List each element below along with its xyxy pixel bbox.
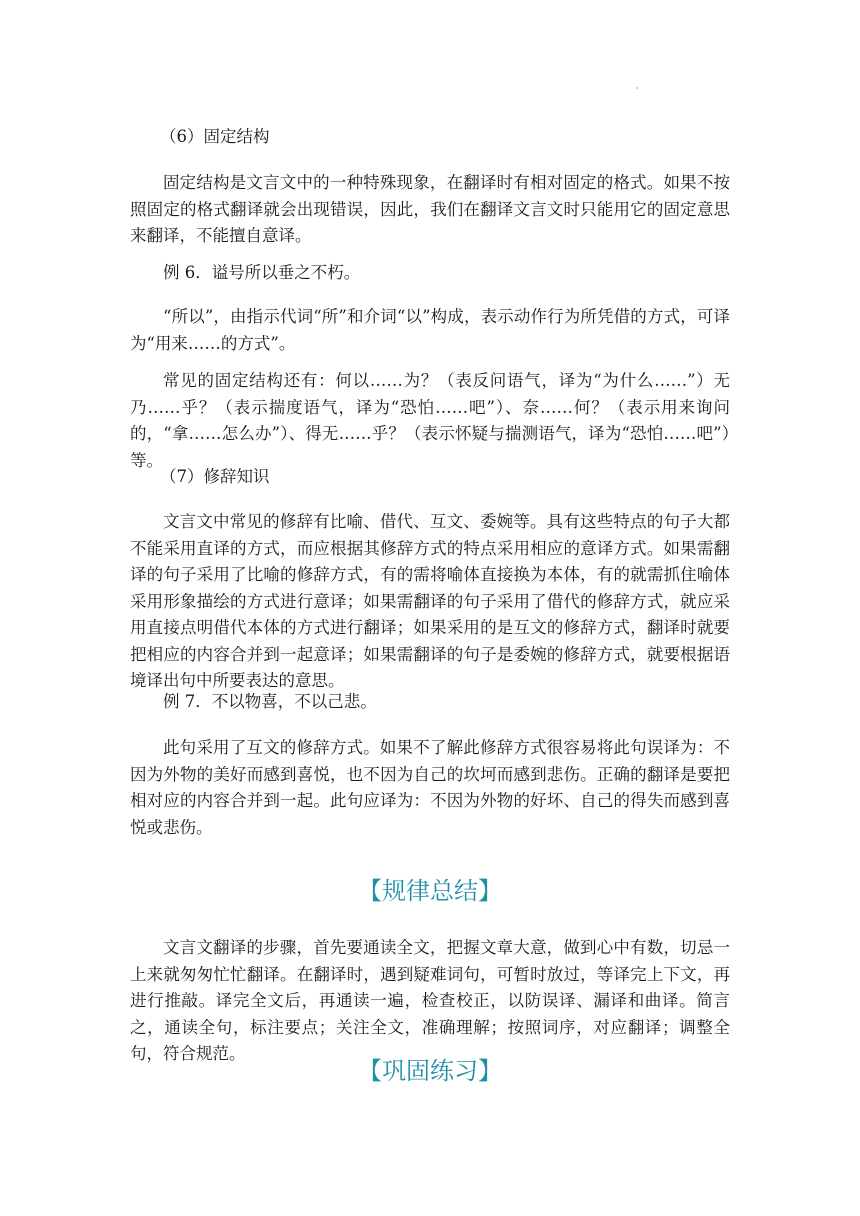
paragraph-fixed-structure-intro: 固定结构是文言文中的一种特殊现象，在翻译时有相对固定的格式。如果不按照固定的格式翻译就会出现错误，因此，我们在翻译文言文时只能用它的固定意思来翻译，不能擅自意译。 [130,173,730,245]
paragraph-summary: 文言文翻译的步骤，首先要通读全文，把握文章大意，做到心中有数，切忌一上来就匆匆忙忙翻译。在翻译时，遇到疑难词句，可暂时放过，等译完上下文，再进行推敲。译完全文后，再通读一遍，检查校正，以防误译、漏译和曲译。简言之，通读全句，标注要点；关注全文，准确理解；按照词序，对应翻译；调整全句，符合规范。 [130,938,730,1063]
heading-fixed-structure: （6）固定结构 [160,127,270,146]
paragraph-example-7-explain: 此句采用了互文的修辞方式。如果不了解此修辞方式很容易将此句误译为：不因为外物的美好而感到喜悦，也不因为自己的坎坷而感到悲伤。正确的翻译是要把相对应的内容合并到一起。此句应译为：不因为外物的好坏、自己的得失而感到喜悦或悲伤。 [130,738,730,837]
paragraph-rhetoric-intro: 文言文中常见的修辞有比喻、借代、互文、委婉等。具有这些特点的句子大都不能采用直译的方式，而应根据其修辞方式的特点采用相应的意译方式。如果需翻译的句子采用了比喻的修辞方式，有的需将喻体直接换为本体，有的就需抓住喻体采用形象描绘的方式进行意译；如果需翻译的句子采用了借代的修辞方式，就应采用直接点明借代本体的方式进行翻译；如果采用的是互文的修辞方式，翻译时就要把相应的内容合并到一起意译；如果需翻译的句子是委婉的修辞方式，就要根据语境译出句中所要表达的意思。 [130,512,730,690]
section-title-practice: 【巩固练习】 [358,1057,502,1085]
paragraph-common-structures: 常见的固定结构还有：何以……为？（表反问语气，译为“为什么……”）无乃……乎？（表示揣度语气，译为“恐怕……吧”）、奈……何？（表示用来询问的，“拿……怎么办”）、得无……乎？（表示怀疑与揣测语气，译为“恐怕……吧”）等。 [130,371,730,470]
page-marker: · [636,84,639,93]
heading-rhetoric: （7）修辞知识 [160,467,270,486]
example-6: 例 6．谥号所以垂之不朽。 [163,263,361,282]
example-7: 例 7．不以物喜，不以己悲。 [163,692,377,711]
paragraph-example-6-explain: “所以”，由指示代词“所”和介词“以”构成，表示动作行为所凭借的方式，可译为“用来……的方式”。 [130,307,730,353]
section-title-summary: 【规律总结】 [358,877,502,905]
